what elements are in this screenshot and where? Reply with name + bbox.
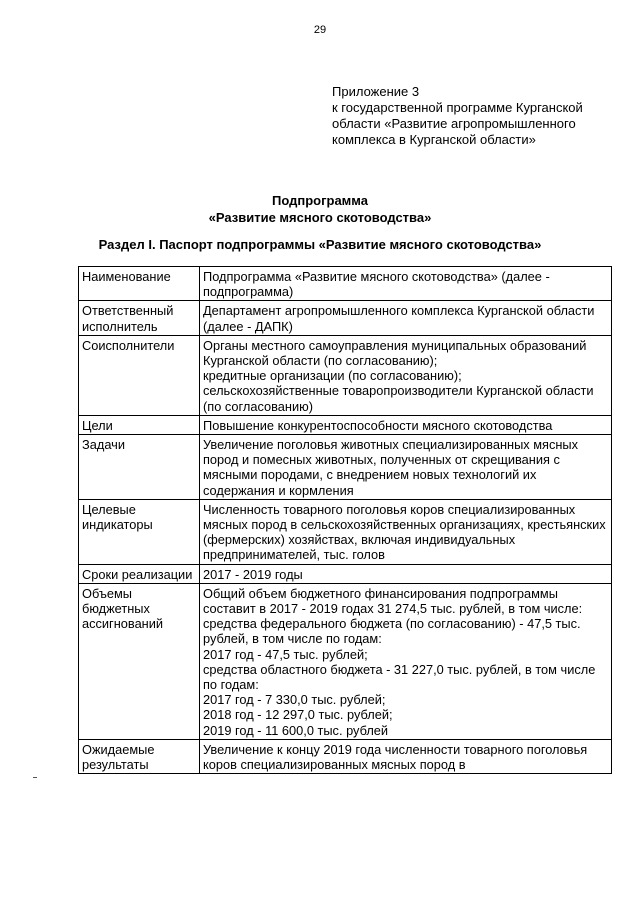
row-value: Департамент агропромышленного комплекса Курганской области (далее - ДАПК)	[200, 301, 612, 335]
subprogram-title-line-2: «Развитие мясного скотоводства»	[208, 210, 432, 225]
row-value: Численность товарного поголовья коров специализированных мясных пород в сельскохозяйственных организациях, крестьянских (фермерских) хозяйствах, включая индивидуальных предпринимателей, тыс. голов	[200, 499, 612, 564]
row-label: Соисполнители	[79, 335, 200, 415]
row-label: Ожидаемые результаты	[79, 739, 200, 773]
appendix-note: Приложение 3 к государственной программе Курганской области «Развитие агропромышленного комплекса в Курганской области»	[332, 84, 583, 147]
table-row	[79, 583, 612, 739]
row-label: Задачи	[79, 435, 200, 500]
row-label: Сроки реализации	[79, 564, 200, 583]
passport-table	[78, 266, 612, 774]
row-value: Повышение конкурентоспособности мясного скотоводства	[200, 415, 612, 434]
row-label: Наименование	[79, 267, 200, 301]
row-label: Целевые индикаторы	[79, 499, 200, 564]
subprogram-title	[0, 192, 640, 226]
row-value: Органы местного самоуправления муниципальных образований Курганской области (по согласованию); кредитные организации (по согласованию); сельскохозяйственные товаропроизводители Курганской области (по согласованию)	[200, 335, 612, 415]
row-label: Ответственный исполнитель	[79, 301, 200, 335]
table-row	[79, 499, 612, 564]
table-row	[79, 335, 612, 415]
table-row	[79, 267, 612, 301]
table-row	[79, 739, 612, 773]
row-value: Общий объем бюджетного финансирования подпрограммы составит в 2017 - 2019 годах 31 274,5 тыс. рублей, в том числе: средства федерального бюджета (по согласованию) - 47,5 тыс. рублей, в том числе по годам: 2017 год - 47,5 тыс. рублей; средства областного бюджета - 31 227,0 тыс. рублей, в том числе по годам: 2017 год - 7 330,0 тыс. рублей; 2018 год - 12 297,0 тыс. рублей; 2019 год - 11 600,0 тыс. рублей	[200, 583, 612, 739]
table-row	[79, 564, 612, 583]
table-row	[79, 301, 612, 335]
table-row	[79, 435, 612, 500]
row-value: 2017 - 2019 годы	[200, 564, 612, 583]
row-value: Увеличение поголовья животных специализированных мясных пород и помесных животных, полученных от скрещивания с мясными породами, с внедрением новых технологий их содержания и кормления	[200, 435, 612, 500]
scan-mark	[33, 777, 37, 778]
row-value: Подпрограмма «Развитие мясного скотоводства» (далее - подпрограмма)	[200, 267, 612, 301]
table-row	[79, 415, 612, 434]
row-label: Цели	[79, 415, 200, 434]
row-value: Увеличение к концу 2019 года численности товарного поголовья коров специализированных мясных пород в	[200, 739, 612, 773]
subprogram-title-line-1: Подпрограмма	[272, 193, 368, 208]
row-label: Объемы бюджетных ассигнований	[79, 583, 200, 739]
section-title: Раздел I. Паспорт подпрограммы «Развитие мясного скотоводства»	[98, 237, 542, 252]
page-number: 29	[313, 24, 327, 36]
